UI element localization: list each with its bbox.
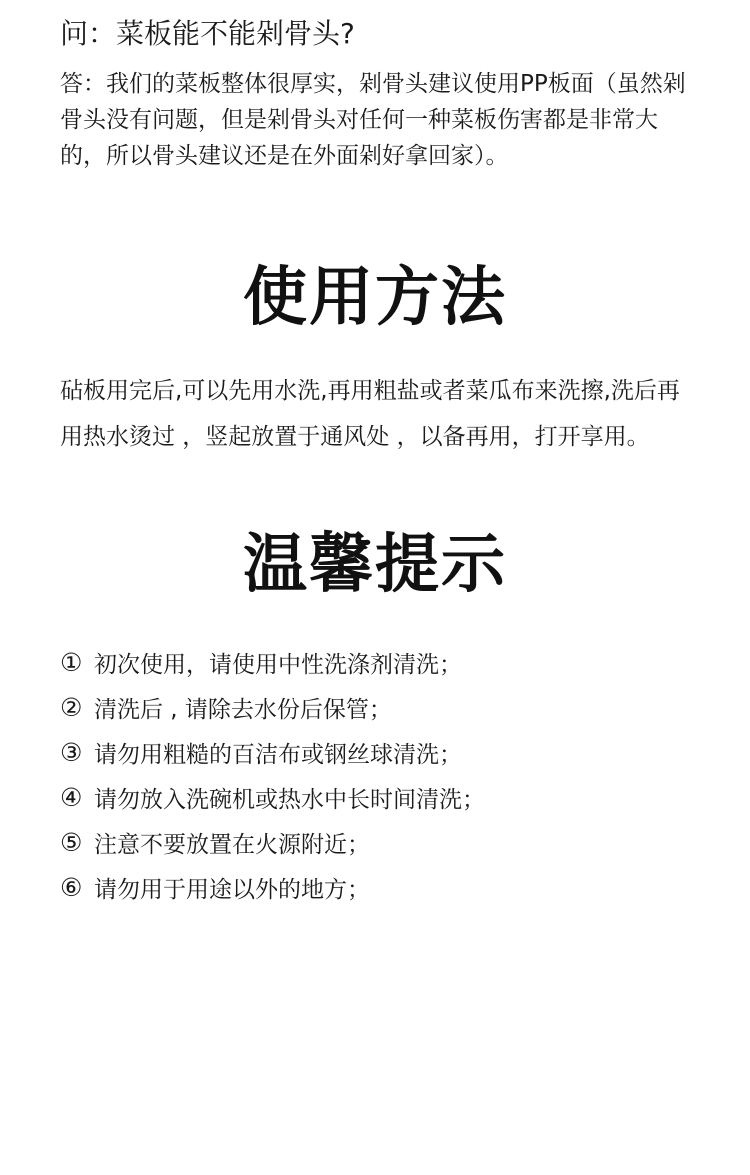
tip-number: ②: [60, 693, 83, 722]
tip-number: ⑥: [60, 873, 83, 902]
tip-text: 请勿放入洗碗机或热水中长时间清洗；: [94, 787, 485, 813]
tip-text: 请勿用粗糙的百洁布或钢丝球清洗；: [94, 742, 462, 768]
tip-text: 初次使用，请使用中性洗涤剂清洗；: [94, 652, 462, 678]
tip-text: 清洗后 , 请除去水份后保管；: [94, 697, 392, 723]
tip-item: [60, 685, 710, 730]
tip-text: 注意不要放置在火源附近；: [94, 832, 370, 858]
tip-number: ③: [60, 738, 83, 767]
tip-item: [60, 820, 710, 865]
tip-number: ⑤: [60, 828, 83, 857]
tip-item: [60, 730, 710, 775]
tips-list: [60, 640, 710, 910]
usage-section-title: 使用方法: [243, 261, 507, 335]
tips-section-title: 温馨提示: [243, 528, 507, 602]
faq-question: 问：菜板能不能剁骨头?: [60, 17, 355, 50]
tip-number: ①: [60, 648, 83, 677]
tip-text: 请勿用于用途以外的地方；: [94, 877, 370, 903]
tip-item: [60, 775, 710, 820]
tip-item: [60, 640, 710, 685]
tip-item: [60, 865, 710, 910]
usage-instructions: 砧板用完后,可以先用水洗,再用粗盐或者菜瓜布来洗擦,洗后再用热水烫过 ，竖起放置于通风处 ，以备再用，打开享用。: [60, 378, 680, 450]
faq-answer: 答：我们的菜板整体很厚实，剁骨头建议使用PP板面（虽然剁骨头没有问题，但是剁骨头对任何一种菜板伤害都是非常大的，所以骨头建议还是在外面剁好拿回家）。: [60, 71, 686, 169]
tip-number: ④: [60, 783, 83, 812]
